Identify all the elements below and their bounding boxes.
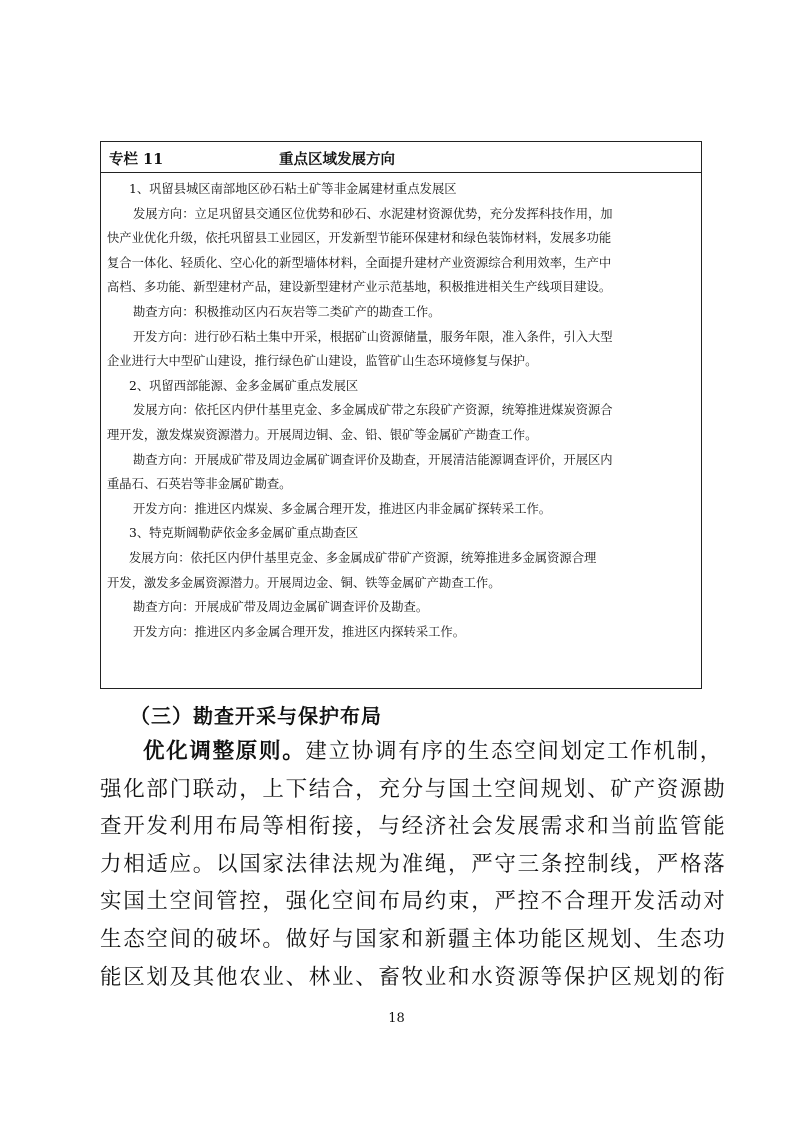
box-line: 勘查方向：开展成矿带及周边金属矿调查评价及勘查，开展清洁能源调查评价，开展区内 xyxy=(133,452,613,467)
box-line: 开发方向：推进区内煤炭、多金属合理开发，推进区内非金属矿探转采工作。 xyxy=(133,501,552,516)
box-subheading: 2、巩留西部能源、金多金属矿重点发展区 xyxy=(129,378,359,393)
box-line: 快产业优化升级，依托巩留县工业园区，开发新型节能环保建材和绿色装饰材料，发展多功能 xyxy=(107,231,612,246)
paragraph-line: 查开发利用布局等相衔接，与经济社会发展需求和当前监管能 xyxy=(100,814,727,840)
box-line: 发展方向：依托区内伊什基里克金、多金属成矿带矿产资源，统筹推进多金属资源合理 xyxy=(129,550,597,565)
paragraph-line-text: 建立协调有序的生态空间划定工作机制， xyxy=(305,739,724,764)
box-line: 开发方向：推进区内多金属合理开发，推进区内探转采工作。 xyxy=(133,624,466,639)
box-line: 开发，激发多金属资源潜力。开展周边金、铜、铁等金属矿产勘查工作。 xyxy=(107,575,501,590)
box-line: 理开发，激发煤炭资源潜力。开展周边铜、金、铅、银矿等金属矿产勘查工作。 xyxy=(107,427,538,442)
feature-box-body xyxy=(101,173,701,644)
box-line: 勘查方向：开展成矿带及周边金属矿调查评价及勘查。 xyxy=(133,600,429,615)
feature-box xyxy=(100,141,702,689)
page-number: 18 xyxy=(388,1011,405,1026)
box-line: 高档、多功能、新型建材产品，建设新型建材产业示范基地，积极推进相关生产线项目建设。 xyxy=(107,280,612,295)
paragraph-line xyxy=(100,733,724,771)
box-line: 勘查方向：积极推动区内石灰岩等二类矿产的勘查工作。 xyxy=(133,304,441,319)
paragraph-lead: 优化调整原则。 xyxy=(143,739,306,764)
box-line: 开发方向：进行砂石粘土集中开采，根据矿山资源储量，服务年限，准入条件，引入大型 xyxy=(133,329,613,344)
feature-box-header xyxy=(101,142,701,173)
box-line: 发展方向：立足巩留县交通区位优势和砂石、水泥建材资源优势，充分发挥科技作用，加 xyxy=(133,206,613,221)
body-paragraph xyxy=(100,733,727,996)
paragraph-line: 能区划及其他农业、林业、畜牧业和水资源等保护区规划的衔 xyxy=(100,964,727,990)
feature-box-label: 专栏 11 xyxy=(109,151,164,168)
section-heading: （三）勘查开采与保护布局 xyxy=(130,704,382,728)
box-subheading: 3、特克斯阔勒萨依金多金属矿重点勘查区 xyxy=(129,526,359,541)
feature-box-title: 重点区域发展方向 xyxy=(279,151,395,168)
paragraph-line: 实国土空间管控，强化空间布局约束，严控不合理开发活动对 xyxy=(100,889,727,915)
box-line: 复合一体化、轻质化、空心化的新型墙体材料，全面提升建材产业资源综合利用效率，生产中 xyxy=(107,255,612,270)
paragraph-line: 强化部门联动，上下结合，充分与国土空间规划、矿产资源勘 xyxy=(100,776,727,802)
box-line: 企业进行大中型矿山建设，推行绿色矿山建设，监管矿山生态环境修复与保护。 xyxy=(107,354,538,369)
box-line: 重晶石、石英岩等非金属矿勘查。 xyxy=(107,477,292,492)
box-subheading: 1、巩留县城区南部地区砂石粘土矿等非金属建材重点发展区 xyxy=(129,182,457,196)
box-line: 发展方向：依托区内伊什基里克金、多金属成矿带之东段矿产资源，统筹推进煤炭资源合 xyxy=(133,403,613,418)
paragraph-line: 力相适应。以国家法律法规为准绳，严守三条控制线，严格落 xyxy=(100,851,727,877)
paragraph-line: 生态空间的破坏。做好与国家和新疆主体功能区规划、生态功 xyxy=(100,926,727,952)
